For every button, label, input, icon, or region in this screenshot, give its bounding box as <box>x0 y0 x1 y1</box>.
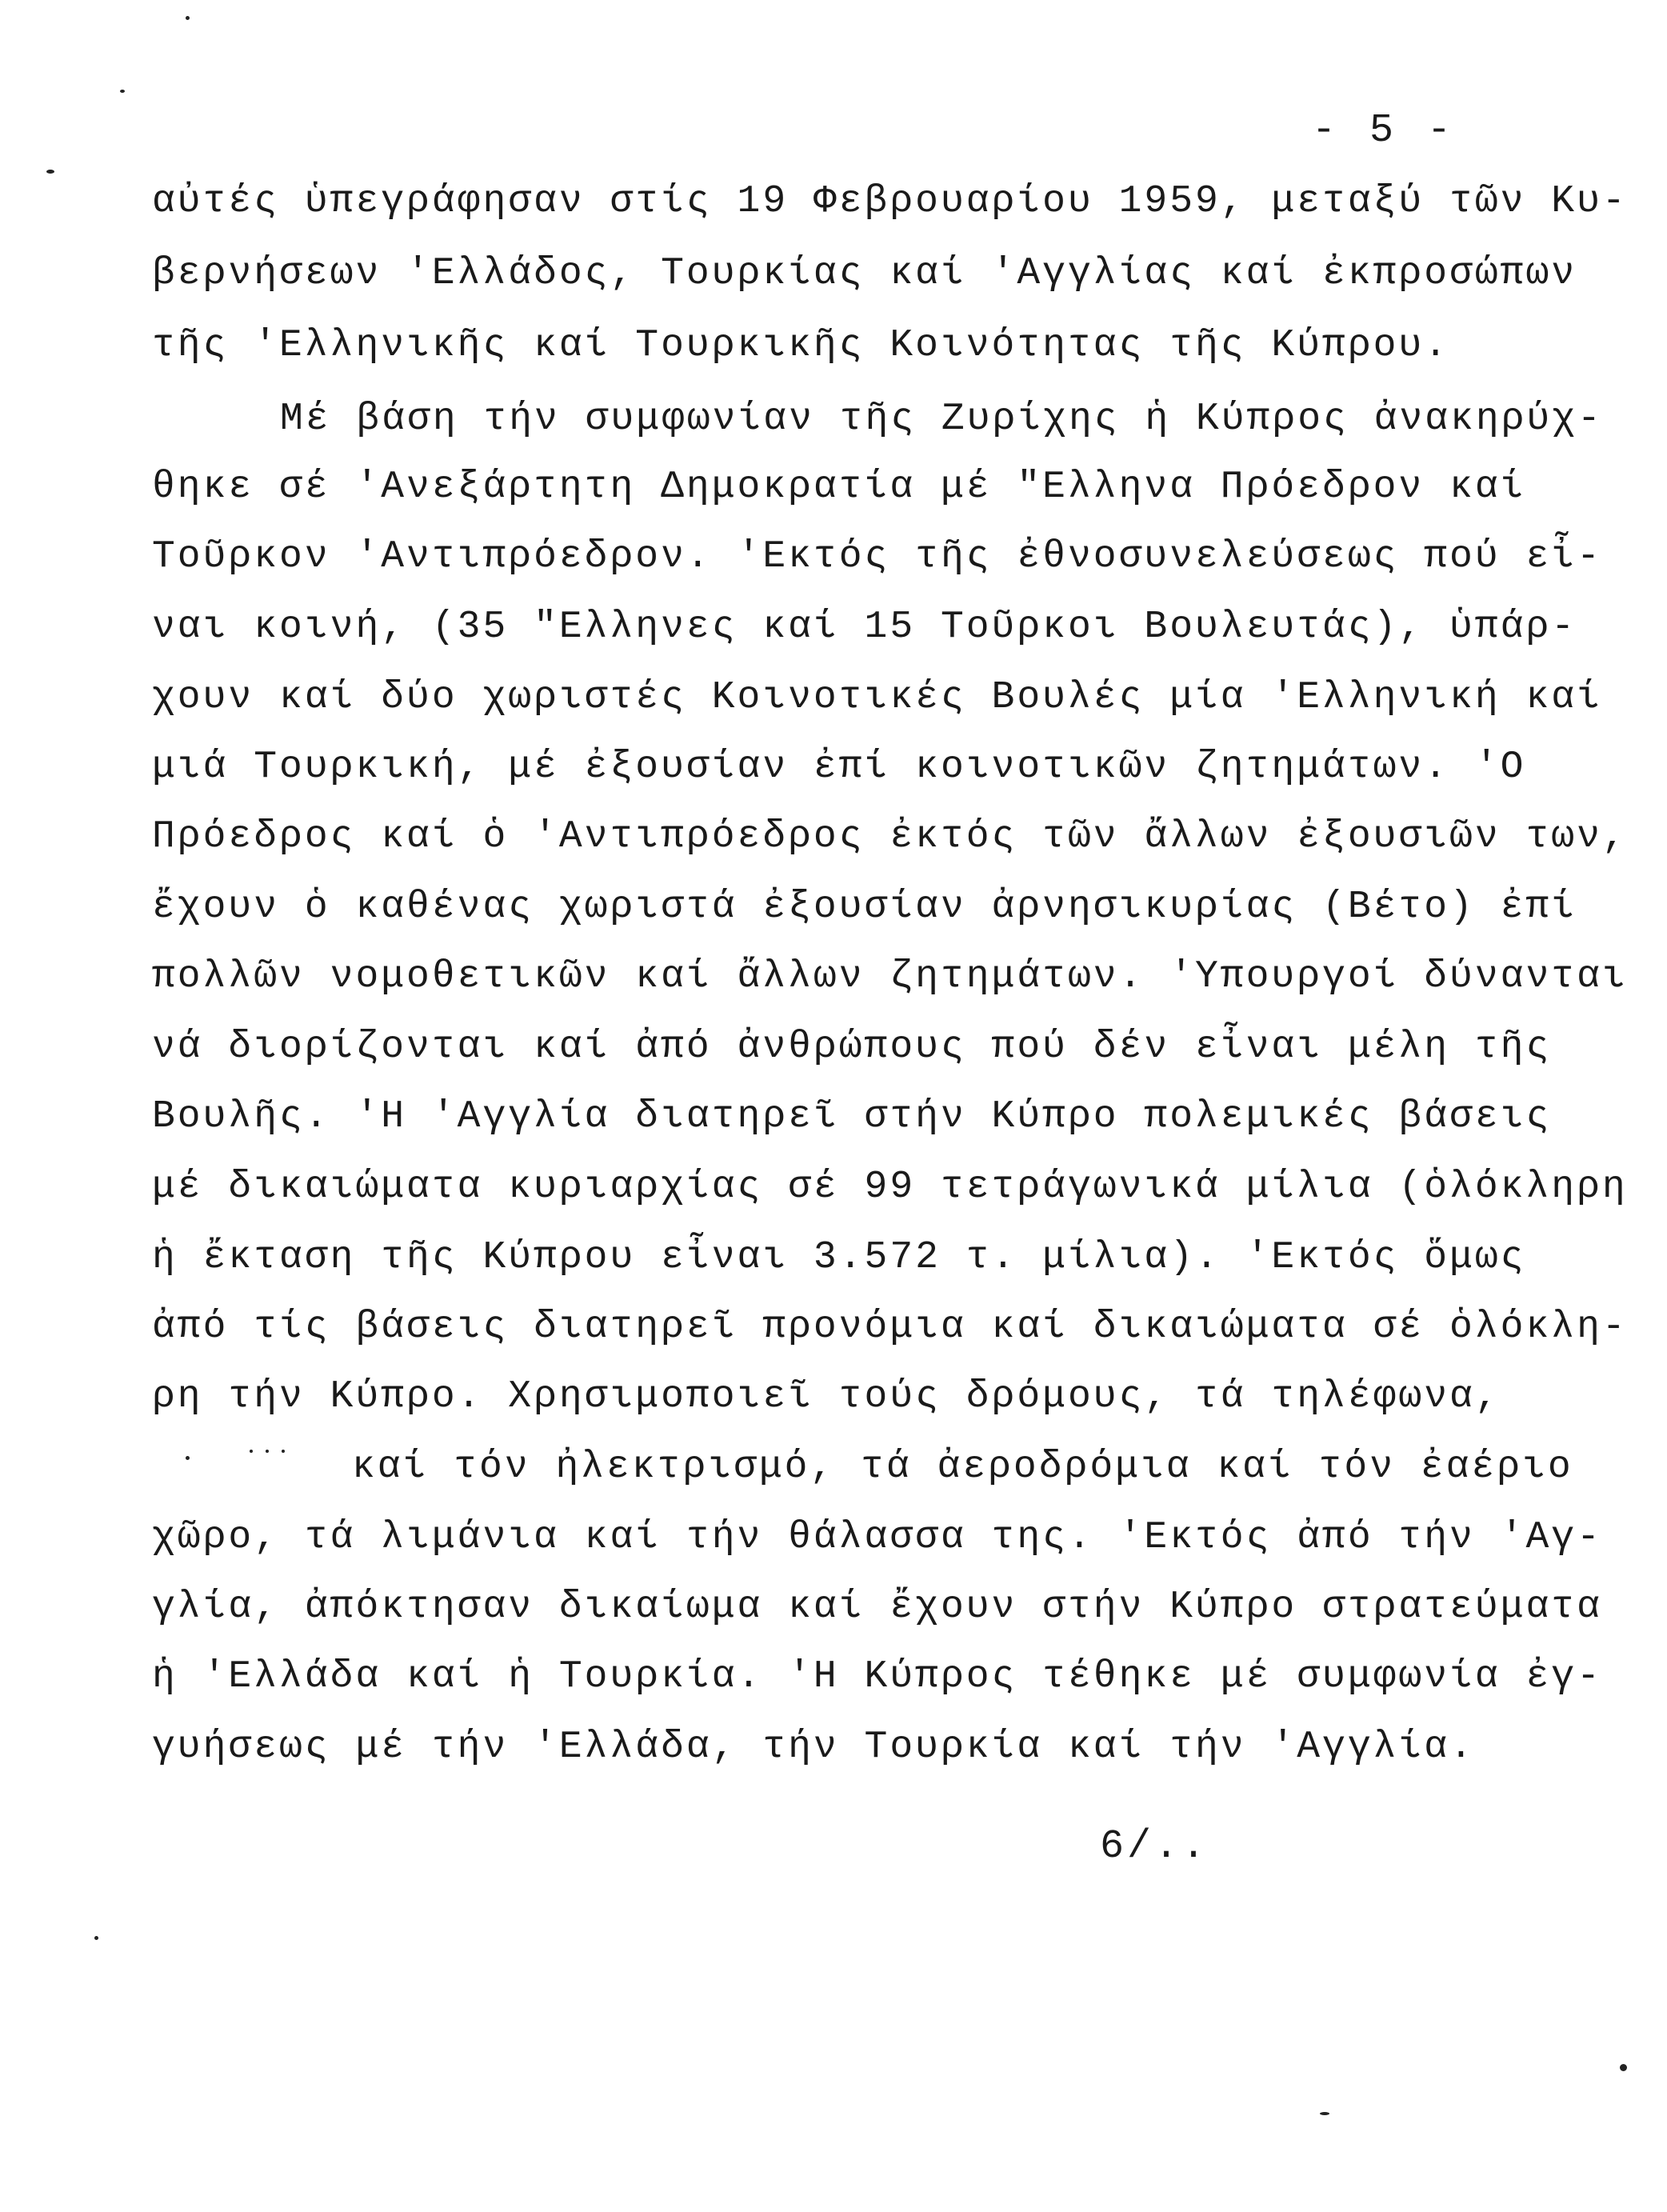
text-line-9: μιά Τουρκική, μέ ἐξουσίαν ἐπί κοινοτικῶν ζητημάτων. 'Ο <box>152 746 1526 789</box>
text-line-18: ρη τήν Κύπρο. Χρησιμοποιεῖ τούς δρόμους, τά τηλέφωνα, <box>152 1375 1501 1418</box>
scan-speck <box>1620 2064 1627 2071</box>
text-line-15: μέ δικαιώματα κυριαρχίας σέ 99 τετράγωνικά μίλια (ὁλόκληρη <box>152 1166 1628 1209</box>
scan-speck <box>282 1450 285 1453</box>
text-line-21: γλία, ἀπόκτησαν δικαίωμα καί ἔχουν στήν Κύπρο στρατεύματα <box>152 1586 1602 1629</box>
text-line-12: πολλῶν νομοθετικῶν καί ἄλλων ζητημάτων. 'Υπουργοί δύνανται <box>152 955 1628 998</box>
text-line-19: καί τόν ἠλεκτρισμό, τά ἀεροδρόμια καί τόν ἐαέριο <box>352 1446 1573 1489</box>
scan-speck <box>120 90 125 93</box>
text-line-17: ἀπό τίς βάσεις διατηρεῖ προνόμια καί δικαιώματα σέ ὁλόκλη- <box>152 1306 1628 1349</box>
scan-speck <box>186 16 190 20</box>
text-line-8: χουν καί δύο χωριστές Κοινοτικές Βουλές μία 'Ελληνική καί <box>152 676 1602 719</box>
text-line-20: χῶρο, τά λιμάνια καί τήν θάλασσα της. 'Εκτός ἀπό τήν 'Αγ- <box>152 1516 1602 1559</box>
text-line-7: ναι κοινή, (35 "Ελληνες καί 15 Τοῦρκοι Βουλευτάς), ὑπάρ- <box>152 606 1577 649</box>
scan-speck <box>266 1450 269 1453</box>
scan-speck <box>186 1456 190 1460</box>
text-line-16: ἡ ἔκταση τῆς Κύπρου εἶναι 3.572 τ. μίλια). 'Εκτός ὅμως <box>152 1236 1526 1279</box>
text-line-13: νά διορίζονται καί ἀπό ἀνθρώπους πού δέν εἶναι μέλη τῆς <box>152 1026 1552 1069</box>
text-line-11: ἔχουν ὁ καθένας χωριστά ἐξουσίαν ἀρνησικυρίας (Βέτο) ἐπί <box>152 886 1577 929</box>
scan-speck <box>1320 2112 1329 2115</box>
text-line-6: Τοῦρκον 'Αντιπρόεδρον. 'Εκτός τῆς ἐθνοσυνελεύσεως πού εἶ- <box>152 535 1602 578</box>
text-line-3: τῆς 'Ελληνικῆς καί Τουρκικῆς Κοινότητας τῆς Κύπρου. <box>152 324 1450 367</box>
text-line-23: γυήσεως μέ τήν 'Ελλάδα, τήν Τουρκία καί τήν 'Αγγλία. <box>152 1726 1475 1769</box>
text-line-2: βερνήσεων 'Ελλάδος, Τουρκίας καί 'Αγγλίας καί ἐκπροσώπων <box>152 252 1577 295</box>
text-line-5: θηκε σέ 'Ανεξάρτητη Δημοκρατία μέ "Ελληνα Πρόεδρον καί <box>152 466 1526 509</box>
scan-speck <box>46 170 54 174</box>
text-line-22: ἡ 'Ελλάδα καί ἡ Τουρκία. 'Η Κύπρος τέθηκε μέ συμφωνία ἐγ- <box>152 1655 1602 1698</box>
continuation-marker: 6/.. <box>1100 1824 1209 1870</box>
text-line-1: αὐτές ὑπεγράφησαν στίς 19 Φεβρουαρίου 1959, μεταξύ τῶν Κυ- <box>152 180 1628 223</box>
text-line-4: Μέ βάση τήν συμφωνίαν τῆς Ζυρίχης ἡ Κύπρος ἀνακηρύχ- <box>280 398 1603 441</box>
text-line-10: Πρόεδρος καί ὁ 'Αντιπρόεδρος ἐκτός τῶν ἄλλων ἐξουσιῶν των, <box>152 815 1628 858</box>
scan-speck <box>250 1450 253 1453</box>
text-line-14: Βουλῆς. 'Η 'Αγγλία διατηρεῖ στήν Κύπρο πολεμικές βάσεις <box>152 1095 1552 1138</box>
scan-speck <box>94 1936 98 1940</box>
page-number: - 5 - <box>1312 108 1457 154</box>
